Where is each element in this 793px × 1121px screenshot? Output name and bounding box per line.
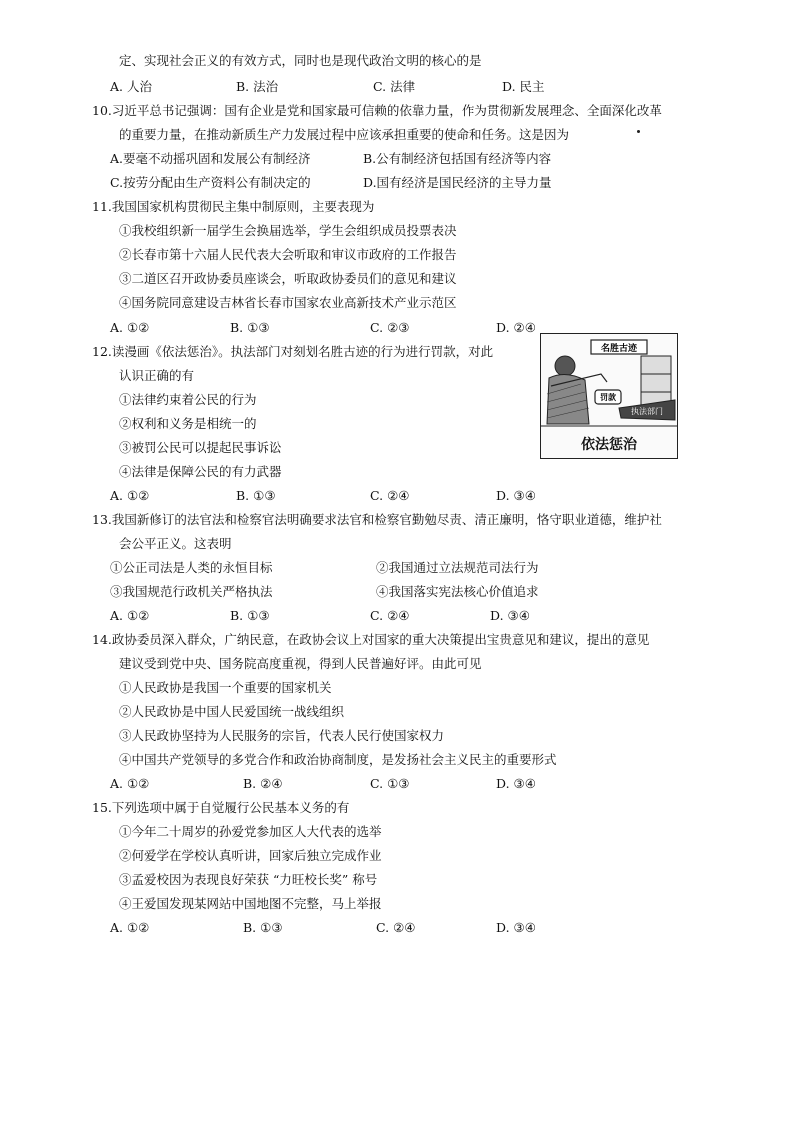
q14-stem-line-1: 14.政协委员深入群众，广纳民意，在政协会议上对国家的重大决策提出宝贵意见和建议，提出的意见 bbox=[92, 632, 650, 647]
arm-label: 执法部门 bbox=[631, 407, 663, 416]
q15-item-4: ④王爱国发现某网站中国地图不完整，马上举报 bbox=[119, 896, 382, 911]
q9-option-a[interactable]: A. 人治 bbox=[110, 79, 152, 94]
q10-option-d[interactable]: D.国有经济是国民经济的主导力量 bbox=[363, 175, 552, 190]
q11-item-2: ②长春市第十六届人民代表大会听取和审议市政府的工作报告 bbox=[119, 247, 457, 262]
q13-item-1: ①公正司法是人类的永恒目标 bbox=[110, 560, 273, 575]
q13-item-4: ④我国落实宪法核心价值追求 bbox=[376, 584, 539, 599]
q10-stem-line-2: 的重要力量，在推动新质生产力发展过程中应该承担重要的使命和任务。这是因为 bbox=[119, 127, 570, 142]
sign-text: 名胜古迹 bbox=[600, 344, 638, 354]
q15-option-b[interactable]: B. ①③ bbox=[243, 920, 283, 935]
q14-option-d[interactable]: D. ③④ bbox=[496, 776, 536, 791]
q12-stem-line-1: 12.读漫画《依法惩治》。执法部门对刻划名胜古迹的行为进行罚款，对此 bbox=[92, 344, 494, 359]
q12-option-c[interactable]: C. ②④ bbox=[370, 488, 410, 503]
q9-stem-tail: 定、实现社会正义的有效方式，同时也是现代政治文明的核心的是 bbox=[119, 53, 482, 68]
q13-option-a[interactable]: A. ①② bbox=[110, 608, 150, 623]
q12-item-4: ④法律是保障公民的有力武器 bbox=[119, 464, 282, 479]
q10-option-c[interactable]: C.按劳分配由生产资料公有制决定的 bbox=[110, 175, 311, 190]
q15-stem: 15.下列选项中属于自觉履行公民基本义务的有 bbox=[92, 800, 350, 815]
q15-option-a[interactable]: A. ①② bbox=[110, 920, 150, 935]
q11-option-d[interactable]: D. ②④ bbox=[496, 320, 536, 335]
q14-item-2: ②人民政协是中国人民爱国统一战线组织 bbox=[119, 704, 345, 719]
q12-item-1: ①法律约束着公民的行为 bbox=[119, 392, 257, 407]
q13-item-2: ②我国通过立法规范司法行为 bbox=[376, 560, 539, 575]
q10-option-b[interactable]: B.公有制经济包括国有经济等内容 bbox=[363, 151, 552, 166]
q12-option-d[interactable]: D. ③④ bbox=[496, 488, 536, 503]
q12-item-2: ②权利和义务是相统一的 bbox=[119, 416, 257, 431]
q9-option-b[interactable]: B. 法治 bbox=[236, 79, 279, 94]
q9-option-c[interactable]: C. 法律 bbox=[373, 79, 416, 94]
q10-option-a[interactable]: A.要毫不动摇巩固和发展公有制经济 bbox=[110, 151, 311, 166]
q13-stem-line-1: 13.我国新修订的法官法和检察官法明确要求法官和检察官勤勉尽责、清正廉明，恪守职业道德，维护社 bbox=[92, 512, 662, 527]
q13-option-b[interactable]: B. ①③ bbox=[230, 608, 270, 623]
q14-item-1: ①人民政协是我国一个重要的国家机关 bbox=[119, 680, 332, 695]
q15-item-2: ②何爱学在学校认真听讲，回家后独立完成作业 bbox=[119, 848, 382, 863]
q15-item-3: ③孟爱校因为表现良好荣获 “力旺校长奖” 称号 bbox=[119, 872, 378, 887]
q12-stem-line-2: 认识正确的有 bbox=[119, 368, 195, 383]
q12-option-b[interactable]: B. ①③ bbox=[236, 488, 276, 503]
stray-dot bbox=[637, 130, 640, 133]
q11-item-3: ③二道区召开政协委员座谈会，听取政协委员们的意见和建议 bbox=[119, 271, 457, 286]
q14-option-b[interactable]: B. ②④ bbox=[243, 776, 283, 791]
person-head bbox=[555, 356, 575, 376]
q11-stem: 11.我国国家机构贯彻民主集中制原则，主要表现为 bbox=[92, 199, 375, 214]
q14-item-4: ④中国共产党领导的多党合作和政治协商制度，是发扬社会主义民主的重要形式 bbox=[119, 752, 557, 767]
q14-option-c[interactable]: C. ①③ bbox=[370, 776, 410, 791]
q9-option-d[interactable]: D. 民主 bbox=[502, 79, 545, 94]
q15-option-c[interactable]: C. ②④ bbox=[376, 920, 416, 935]
q15-option-d[interactable]: D. ③④ bbox=[496, 920, 536, 935]
q11-option-a[interactable]: A. ①② bbox=[110, 320, 150, 335]
q13-item-3: ③我国规范行政机关严格执法 bbox=[110, 584, 273, 599]
q13-option-c[interactable]: C. ②④ bbox=[370, 608, 410, 623]
q15-item-1: ①今年二十周岁的孙爱党参加区人大代表的选举 bbox=[119, 824, 382, 839]
ticket-text: 罚款 bbox=[600, 393, 616, 402]
q14-option-a[interactable]: A. ①② bbox=[110, 776, 150, 791]
q14-stem-line-2: 建议受到党中央、国务院高度重视，得到人民普遍好评。由此可见 bbox=[119, 656, 482, 671]
q11-item-4: ④国务院同意建设吉林省长春市国家农业高新技术产业示范区 bbox=[119, 295, 457, 310]
q11-option-b[interactable]: B. ①③ bbox=[230, 320, 270, 335]
q13-stem-line-2: 会公平正义。这表明 bbox=[119, 536, 232, 551]
cartoon-image bbox=[540, 333, 678, 459]
q11-option-c[interactable]: C. ②③ bbox=[370, 320, 410, 335]
q11-item-1: ①我校组织新一届学生会换届选举，学生会组织成员投票表决 bbox=[119, 223, 457, 238]
q12-item-3: ③被罚公民可以提起民事诉讼 bbox=[119, 440, 282, 455]
q10-stem-line-1: 10.习近平总书记强调：国有企业是党和国家最可信赖的依靠力量，作为贯彻新发展理念、全面深化改革 bbox=[92, 103, 662, 118]
q14-item-3: ③人民政协坚持为人民服务的宗旨，代表人民行使国家权力 bbox=[119, 728, 445, 743]
q13-option-d[interactable]: D. ③④ bbox=[490, 608, 530, 623]
cartoon-caption: 依法惩治 bbox=[581, 437, 637, 453]
q12-option-a[interactable]: A. ①② bbox=[110, 488, 150, 503]
